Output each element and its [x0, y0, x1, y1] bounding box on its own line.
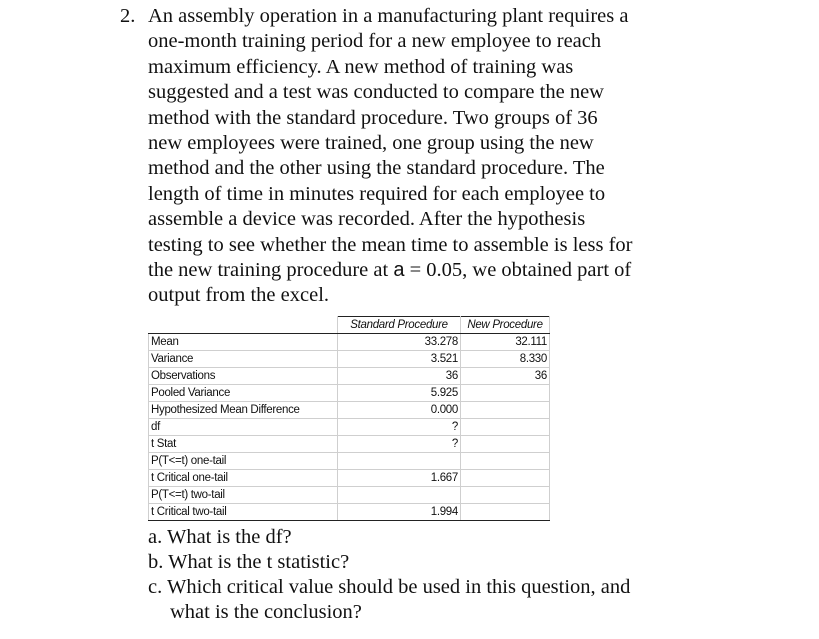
new-procedure-value: 32.111 — [461, 334, 550, 351]
new-procedure-value — [461, 504, 550, 521]
new-procedure-value — [461, 436, 550, 453]
question-c-continued: what is the conclusion? — [170, 601, 362, 623]
new-procedure-value: 36 — [461, 368, 550, 385]
standard-procedure-value: 1.667 — [338, 470, 461, 487]
problem-line: testing to see whether the mean time to assemble is less for — [148, 233, 633, 256]
problem-line: length of time in minutes required for each employee to — [148, 182, 606, 205]
standard-procedure-value: 1.994 — [338, 504, 461, 521]
table-row — [149, 351, 550, 368]
excel-output-table — [148, 316, 550, 521]
standard-procedure-value: 33.278 — [338, 334, 461, 351]
new-procedure-value — [461, 487, 550, 504]
problem-line: one-month training period for a new employee to reach — [148, 30, 602, 53]
standard-procedure-value: 36 — [338, 368, 461, 385]
problem-text: An assembly operation in a manufacturing plant requires a — [148, 5, 629, 27]
header-standard-procedure: Standard Procedure — [338, 317, 461, 334]
standard-procedure-value: 5.925 — [338, 385, 461, 402]
row-label: P(T<=t) two-tail — [149, 487, 338, 504]
row-label: Hypothesized Mean Difference — [149, 402, 338, 419]
new-procedure-value — [461, 402, 550, 419]
table-row — [149, 385, 550, 402]
standard-procedure-value: ? — [338, 436, 461, 453]
question-c: c. Which critical value should be used in this question, and — [148, 576, 631, 598]
table-row — [149, 419, 550, 436]
row-label: Variance — [149, 351, 338, 368]
header-new-procedure: New Procedure — [461, 317, 550, 334]
questions — [148, 525, 708, 625]
row-label: Mean — [149, 334, 338, 351]
question-b: b. What is the t statistic? — [148, 551, 350, 573]
new-procedure-value — [461, 419, 550, 436]
new-procedure-value — [461, 470, 550, 487]
row-label: t Critical two-tail — [149, 504, 338, 521]
table-row — [149, 487, 550, 504]
new-procedure-value — [461, 453, 550, 470]
problem-line: output from the excel. — [148, 284, 330, 307]
question-a: a. What is the df? — [148, 526, 292, 548]
standard-procedure-value — [338, 487, 461, 504]
table-header-row — [149, 317, 550, 334]
problem-number: 2. — [120, 5, 136, 27]
problem-line: assemble a device was recorded. After the hypothesis — [148, 208, 586, 231]
row-label: Observations — [149, 368, 338, 385]
problem-line: method and the other using the standard procedure. The — [148, 157, 605, 180]
new-procedure-value: 8.330 — [461, 351, 550, 368]
standard-procedure-value: 3.521 — [338, 351, 461, 368]
problem-line — [120, 258, 680, 283]
table-row — [149, 453, 550, 470]
row-label: Pooled Variance — [149, 385, 338, 402]
problem-text: the new training procedure at — [148, 259, 394, 282]
problem-text: = 0.05, we obtained part of — [404, 259, 632, 282]
problem-line — [120, 4, 680, 29]
problem-line: new employees were trained, one group using the new — [148, 132, 594, 155]
problem-line: maximum efficiency. A new method of training was — [148, 55, 574, 78]
standard-procedure-value — [338, 453, 461, 470]
row-label: t Stat — [149, 436, 338, 453]
table-row — [149, 334, 550, 351]
standard-procedure-value: 0.000 — [338, 402, 461, 419]
table-row — [149, 368, 550, 385]
new-procedure-value — [461, 385, 550, 402]
table-row — [149, 470, 550, 487]
row-label: P(T<=t) one-tail — [149, 453, 338, 470]
header-blank-cell — [149, 317, 338, 334]
alpha-symbol: a — [393, 259, 405, 282]
row-label: t Critical one-tail — [149, 470, 338, 487]
problem-line: method with the standard procedure. Two groups of 36 — [148, 106, 598, 129]
standard-procedure-value: ? — [338, 419, 461, 436]
problem-statement — [120, 4, 680, 309]
table-row — [149, 436, 550, 453]
table-row — [149, 402, 550, 419]
problem-line: suggested and a test was conducted to compare the new — [148, 81, 604, 104]
row-label: df — [149, 419, 338, 436]
table-row — [149, 504, 550, 521]
